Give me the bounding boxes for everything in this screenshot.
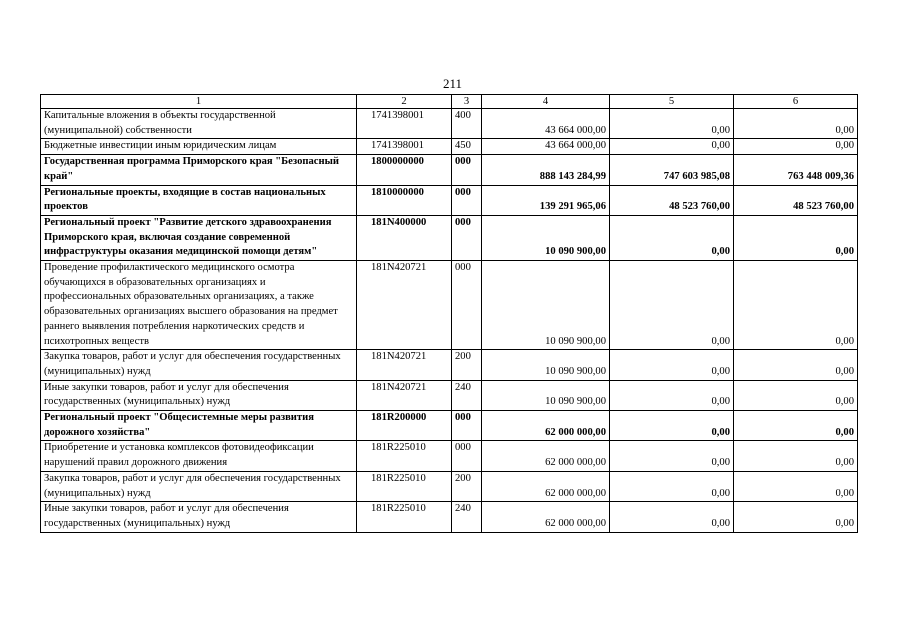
row-expense-type-cell: 450 (452, 139, 482, 155)
row-code-cell: 181R200000 (357, 411, 452, 441)
table-body (41, 109, 858, 533)
row-amount-col4-cell: 43 664 000,00 (482, 139, 610, 155)
row-code-cell: 181N400000 (357, 215, 452, 260)
row-expense-type-cell: 000 (452, 215, 482, 260)
row-expense-type-cell: 240 (452, 380, 482, 410)
row-amount-col5-cell: 0,00 (610, 109, 734, 139)
row-expense-type-cell: 200 (452, 471, 482, 501)
row-amount-col5-cell: 0,00 (610, 411, 734, 441)
row-amount-col4-cell: 62 000 000,00 (482, 411, 610, 441)
table-row (41, 155, 858, 185)
row-amount-col6-cell: 0,00 (734, 350, 858, 380)
row-amount-col4-cell: 43 664 000,00 (482, 109, 610, 139)
row-amount-col6-cell: 0,00 (734, 441, 858, 471)
row-name-cell: Государственная программа Приморского края "Безопасный край" (41, 155, 357, 185)
row-code-cell: 181N420721 (357, 380, 452, 410)
table-row (41, 109, 858, 139)
table-row (41, 441, 858, 471)
row-expense-type-cell: 200 (452, 350, 482, 380)
row-amount-col4-cell: 10 090 900,00 (482, 261, 610, 350)
row-amount-col6-cell: 0,00 (734, 215, 858, 260)
row-code-cell: 1810000000 (357, 185, 452, 215)
row-expense-type-cell: 000 (452, 261, 482, 350)
table-row (41, 471, 858, 501)
row-amount-col6-cell: 0,00 (734, 471, 858, 501)
row-code-cell: 1800000000 (357, 155, 452, 185)
row-expense-type-cell: 000 (452, 441, 482, 471)
budget-table (40, 94, 858, 533)
row-name-cell: Иные закупки товаров, работ и услуг для обеспечения государственных (муниципальных) нужд (41, 502, 357, 532)
page-number: 211 (442, 76, 463, 91)
row-amount-col4-cell: 62 000 000,00 (482, 441, 610, 471)
row-name-cell: Региональные проекты, входящие в состав национальных проектов (41, 185, 357, 215)
row-amount-col6-cell: 0,00 (734, 139, 858, 155)
row-amount-col4-cell: 139 291 965,06 (482, 185, 610, 215)
table-row (41, 215, 858, 260)
row-amount-col4-cell: 888 143 284,99 (482, 155, 610, 185)
row-name-cell: Закупка товаров, работ и услуг для обеспечения государственных (муниципальных) нужд (41, 471, 357, 501)
row-name-cell: Проведение профилактического медицинского осмотра обучающихся в образовательных организациях и профессиональных образовательных организациях, а также образовательных организациях высшего образования на предмет раннего выявления потребления наркотических средств и психотропных веществ (41, 261, 357, 350)
table-row (41, 350, 858, 380)
row-expense-type-cell: 000 (452, 155, 482, 185)
row-expense-type-cell: 240 (452, 502, 482, 532)
row-amount-col5-cell: 0,00 (610, 139, 734, 155)
column-header: 1 (41, 95, 357, 109)
row-name-cell: Региональный проект "Развитие детского здравоохранения Приморского края, включая создание современной инфраструктуры оказания медицинской помощи детям" (41, 215, 357, 260)
row-code-cell: 1741398001 (357, 109, 452, 139)
row-amount-col6-cell: 0,00 (734, 411, 858, 441)
row-amount-col4-cell: 62 000 000,00 (482, 471, 610, 501)
row-expense-type-cell: 000 (452, 185, 482, 215)
row-amount-col5-cell: 0,00 (610, 502, 734, 532)
row-name-cell: Закупка товаров, работ и услуг для обеспечения государственных (муниципальных) нужд (41, 350, 357, 380)
row-amount-col5-cell: 0,00 (610, 471, 734, 501)
table-row (41, 380, 858, 410)
row-amount-col4-cell: 10 090 900,00 (482, 215, 610, 260)
row-amount-col5-cell: 0,00 (610, 380, 734, 410)
row-amount-col6-cell: 0,00 (734, 109, 858, 139)
column-header: 6 (734, 95, 858, 109)
column-header: 5 (610, 95, 734, 109)
row-name-cell: Региональный проект "Общесистемные меры развития дорожного хозяйства" (41, 411, 357, 441)
header-row (41, 95, 858, 109)
row-amount-col6-cell: 0,00 (734, 380, 858, 410)
row-amount-col5-cell: 0,00 (610, 215, 734, 260)
row-amount-col4-cell: 10 090 900,00 (482, 380, 610, 410)
row-code-cell: 181R225010 (357, 471, 452, 501)
row-amount-col5-cell: 0,00 (610, 350, 734, 380)
row-amount-col6-cell: 0,00 (734, 261, 858, 350)
table-row (41, 261, 858, 350)
table-row (41, 139, 858, 155)
row-expense-type-cell: 400 (452, 109, 482, 139)
table-row (41, 502, 858, 532)
table-row (41, 185, 858, 215)
row-name-cell: Иные закупки товаров, работ и услуг для обеспечения государственных (муниципальных) нужд (41, 380, 357, 410)
table-row (41, 411, 858, 441)
column-header: 2 (357, 95, 452, 109)
row-code-cell: 181R225010 (357, 441, 452, 471)
row-amount-col4-cell: 10 090 900,00 (482, 350, 610, 380)
row-code-cell: 181N420721 (357, 261, 452, 350)
column-header: 3 (452, 95, 482, 109)
row-code-cell: 181N420721 (357, 350, 452, 380)
row-amount-col6-cell: 48 523 760,00 (734, 185, 858, 215)
row-code-cell: 1741398001 (357, 139, 452, 155)
row-amount-col6-cell: 0,00 (734, 502, 858, 532)
row-amount-col5-cell: 747 603 985,08 (610, 155, 734, 185)
column-header: 4 (482, 95, 610, 109)
row-name-cell: Бюджетные инвестиции иным юридическим лицам (41, 139, 357, 155)
row-amount-col4-cell: 62 000 000,00 (482, 502, 610, 532)
row-amount-col5-cell: 48 523 760,00 (610, 185, 734, 215)
row-amount-col5-cell: 0,00 (610, 441, 734, 471)
row-name-cell: Капитальные вложения в объекты государственной (муниципальной) собственности (41, 109, 357, 139)
row-name-cell: Приобретение и установка комплексов фотовидеофиксации нарушений правил дорожного движения (41, 441, 357, 471)
row-code-cell: 181R225010 (357, 502, 452, 532)
row-expense-type-cell: 000 (452, 411, 482, 441)
row-amount-col6-cell: 763 448 009,36 (734, 155, 858, 185)
row-amount-col5-cell: 0,00 (610, 261, 734, 350)
